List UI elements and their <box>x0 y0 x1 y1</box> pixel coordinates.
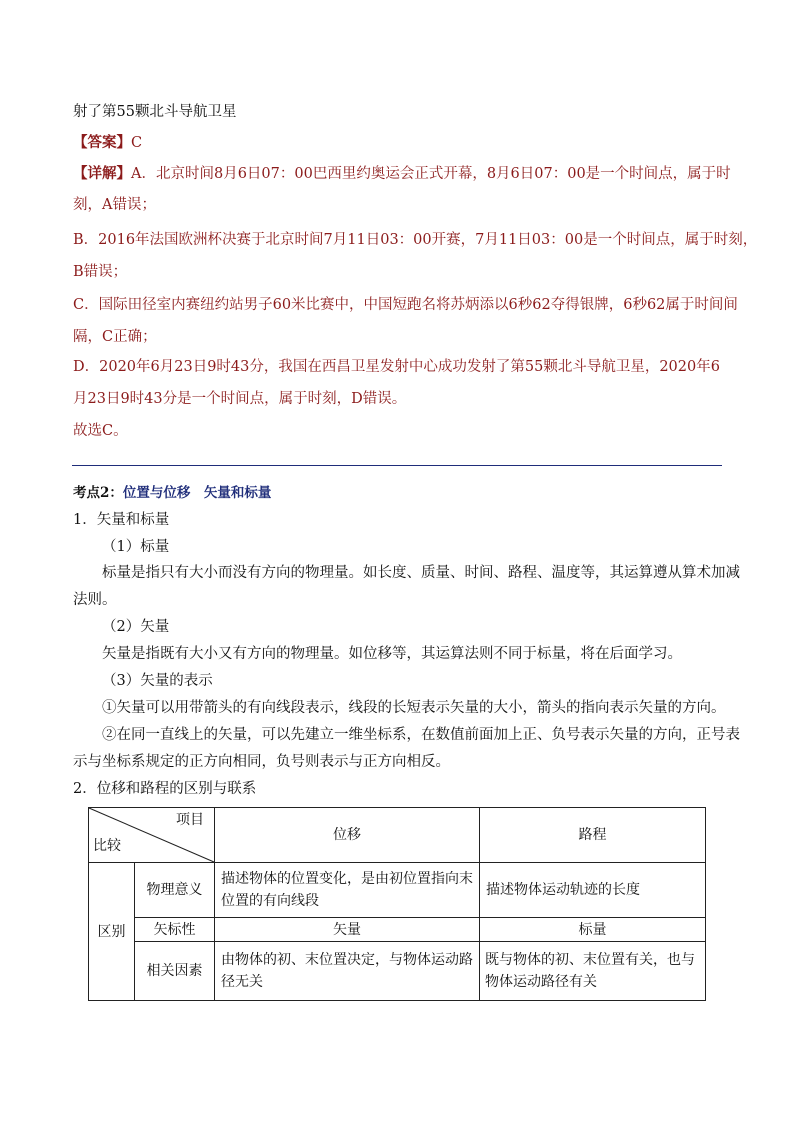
row-meaning-displacement-b: 位置的有向线段 <box>221 893 319 909</box>
vector-text: 矢量是指既有大小又有方向的物理量。如位移等，其运算法则不同于标量，将在后面学习。 <box>102 646 682 662</box>
detail-line-a <box>73 164 731 184</box>
vector-point-2b: 示与坐标系规定的正方向相同，负号则表示与正方向相反。 <box>73 754 450 770</box>
row-label-factors: 相关因素 <box>146 963 203 979</box>
answer-value: C <box>131 135 143 151</box>
detail-a2: 刻，A错误； <box>73 197 156 213</box>
corner-bottom-label: 比较 <box>93 838 121 854</box>
row-label-vector: 矢标性 <box>153 921 196 938</box>
corner-top-label: 项目 <box>176 812 204 828</box>
table-border-bottom <box>88 1000 706 1001</box>
section-divider <box>72 465 722 466</box>
row-factors-path-b: 物体运动路径有关 <box>485 974 597 990</box>
detail-c: C．国际田径室内赛纽约站男子60米比赛中，中国短跑名将苏炳添以6秒62夺得银牌，6秒62属于时间间 <box>73 297 738 313</box>
row-meaning-path: 描述物体运动轨迹的长度 <box>486 882 640 898</box>
row-factors-displacement-b: 径无关 <box>221 974 263 990</box>
section-heading-prefix: 考点2： <box>73 485 123 501</box>
detail-b2: B错误； <box>73 264 128 280</box>
vector-point-2a: ②在同一直线上的矢量，可以先建立一维坐标系，在数值前面加上正、负号表示矢量的方向，正号表 <box>102 727 740 743</box>
detail-c2: 隔，C正确； <box>73 329 157 345</box>
subsection-1-3: （3）矢量的表示 <box>102 673 213 689</box>
conclusion: 故选C。 <box>73 423 128 439</box>
detail-b: B．2016年法国欧洲杯决赛于北京时间7月11日03：00开赛，7月11日03：00是一个时间点，属于时刻， <box>73 232 758 248</box>
scalar-text-b: 法则。 <box>73 592 117 608</box>
detail-label: 【详解】 <box>73 165 131 182</box>
row-factors-path-a: 既与物体的初、末位置有关，也与 <box>485 952 695 968</box>
section-heading-title: 位置与位移 矢量和标量 <box>122 485 272 501</box>
comparison-table <box>88 807 706 1001</box>
row-factors-displacement-a: 由物体的初、末位置决定，与物体运动路 <box>221 952 473 968</box>
detail-d2: 月23日9时43分是一个时间点，属于时刻，D错误。 <box>73 391 407 407</box>
row-meaning-displacement <box>221 863 479 917</box>
subsection-2: 2．位移和路程的区别与联系 <box>73 781 257 797</box>
row-label-meaning: 物理意义 <box>146 882 203 898</box>
scalar-text-a: 标量是指只有大小而没有方向的物理量。如长度、质量、时间、路程、温度等，其运算遵从算术加减 <box>102 565 740 581</box>
detail-a: A．北京时间8月6日07：00巴西里约奥运会正式开幕，8月6日07：00是一个时间点，属于时 <box>131 166 731 182</box>
detail-d: D．2020年6月23日9时43分，我国在西昌卫星发射中心成功发射了第55颗北斗导航卫星，2020年6 <box>73 359 720 375</box>
table-border-right <box>705 807 706 1001</box>
answer-line <box>73 133 142 153</box>
section-heading <box>73 483 271 503</box>
row-vector-displacement: 矢量 <box>333 921 361 938</box>
subsection-1-1: （1）标量 <box>102 539 170 555</box>
row-vector-path: 标量 <box>578 921 607 938</box>
row-factors-path <box>485 942 705 1000</box>
group-label-difference: 区别 <box>97 923 126 940</box>
vector-point-1: ①矢量可以用带箭头的有向线段表示，线段的长短表示矢量的大小，箭头的指向表示矢量的方向。 <box>102 700 726 716</box>
subsection-1: 1．矢量和标量 <box>73 512 170 528</box>
continuation-text: 射了第55颗北斗导航卫星 <box>73 104 237 120</box>
row-meaning-displacement-a: 描述物体的位置变化，是由初位置指向末 <box>221 871 473 887</box>
answer-label: 【答案】 <box>73 134 131 151</box>
row-factors-displacement <box>221 942 479 1000</box>
subsection-1-2: （2）矢量 <box>102 619 170 635</box>
header-displacement: 位移 <box>333 826 361 843</box>
header-path: 路程 <box>578 826 607 843</box>
